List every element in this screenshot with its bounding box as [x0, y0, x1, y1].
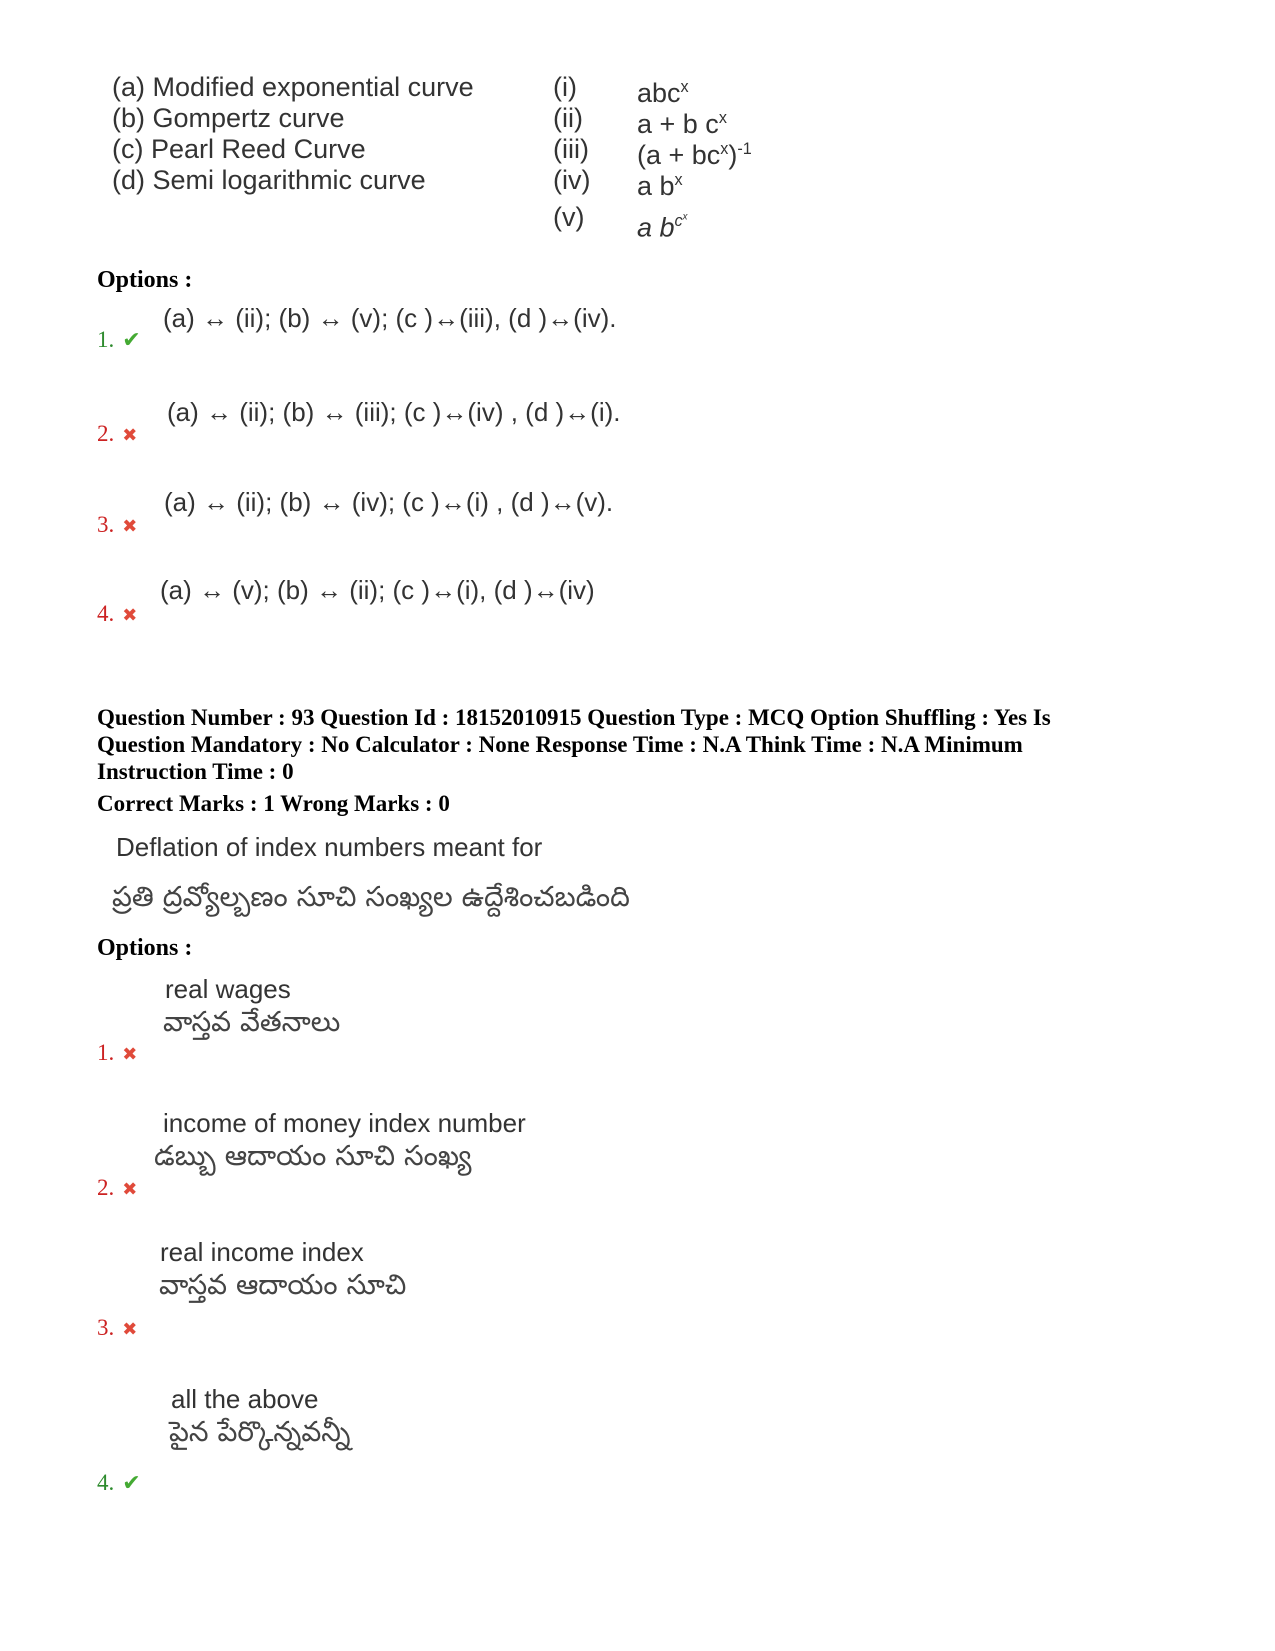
- roman-numeral: (iii): [553, 134, 589, 164]
- cross-icon: ✖: [122, 1044, 138, 1064]
- option-text: (a) ↔ (v); (b) ↔ (ii); (c )↔(i), (d )↔(iv): [160, 575, 595, 605]
- question-meta: Question Number : 93 Question Id : 18152010915 Question Type : MCQ Option Shuffling : Yes Is Question Mandatory : No Calculator : None Response Time : N.A Think Time : N.A Minimum Instruction Time : 0: [97, 705, 1051, 784]
- cross-icon: ✖: [122, 1179, 138, 1199]
- question-marks: Correct Marks : 1 Wrong Marks : 0: [97, 791, 450, 816]
- roman-numeral: (iv): [553, 165, 591, 195]
- cross-icon: ✖: [122, 605, 138, 625]
- options-label: Options :: [97, 267, 193, 293]
- formula-iii: $(a + bc^x)^{-1}$: [637, 140, 752, 170]
- option-text: (a) ↔ (ii); (b) ↔ (iv); (c )↔(i) , (d )↔(v).: [164, 487, 614, 517]
- match-left-item: (c) Pearl Reed Curve: [112, 134, 366, 164]
- option-text: (a) ↔ (ii); (b) ↔ (v); (c )↔(iii), (d )↔(iv).: [163, 303, 617, 333]
- formula-ii: a + b $c^x$: [637, 109, 727, 139]
- option-text: (a) ↔ (ii); (b) ↔ (iii); (c )↔(iv) , (d )↔(i).: [167, 397, 621, 427]
- formula-v: a $b^{c^x}$: [637, 212, 688, 243]
- option-text-telugu: వాస్తవ వేతనాలు: [163, 1005, 341, 1038]
- options-label: Options :: [97, 935, 193, 961]
- match-left-item: (b) Gompertz curve: [112, 103, 345, 133]
- option-text: all the above: [171, 1384, 319, 1414]
- question-stem-telugu: ప్రతి ద్రవ్యోల్బణం సూచి సంఖ్యల ఉద్దేశించబడింది: [112, 880, 630, 913]
- roman-numeral: (i): [553, 72, 577, 102]
- match-left-item: (d) Semi logarithmic curve: [112, 165, 426, 195]
- match-roman-column: [553, 72, 590, 233]
- option-text: real wages: [165, 974, 291, 1004]
- check-icon: ✔: [122, 1470, 141, 1495]
- match-formula-column: [637, 72, 752, 243]
- match-left-column: [112, 72, 474, 196]
- formula-i: abc$^x$: [637, 78, 689, 108]
- cross-icon: ✖: [122, 516, 138, 536]
- formula-iv: a $b^x$: [637, 171, 683, 201]
- cross-icon: ✖: [122, 425, 138, 445]
- option-number: 4. ✖: [97, 601, 138, 626]
- roman-numeral: (ii): [553, 103, 583, 133]
- option-text-telugu: వాస్తవ ఆదాయం సూచి: [159, 1268, 407, 1301]
- option-number: 3. ✖: [97, 512, 138, 537]
- question-stem-english: Deflation of index numbers meant for: [116, 832, 543, 862]
- check-icon: ✔: [122, 327, 141, 352]
- option-number: 1. ✖: [97, 1040, 138, 1065]
- cross-icon: ✖: [122, 1319, 138, 1339]
- option-text: income of money index number: [163, 1108, 526, 1138]
- match-left-item: (a) Modified exponential curve: [112, 72, 474, 102]
- option-number: 4. ✔: [97, 1470, 141, 1495]
- option-number: 1. ✔: [97, 327, 141, 352]
- option-number: 3. ✖: [97, 1315, 138, 1340]
- option-text-telugu: డబ్బు ఆదాయం సూచి సంఖ్య: [154, 1139, 472, 1172]
- roman-numeral: (v): [553, 202, 585, 232]
- option-number: 2. ✖: [97, 1175, 138, 1200]
- option-text: real income index: [160, 1237, 364, 1267]
- option-text-telugu: పైన పేర్కొన్నవన్నీ: [169, 1415, 351, 1448]
- option-number: 2. ✖: [97, 421, 138, 446]
